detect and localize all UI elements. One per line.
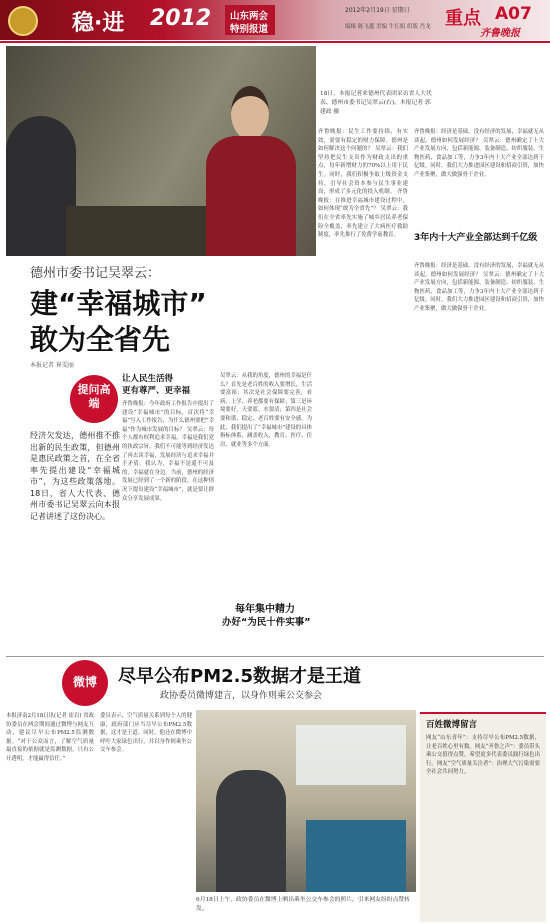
section-label: 重点 (445, 8, 481, 29)
story-divider (6, 656, 544, 657)
lead-headline-line1: 建“幸福城市” (30, 287, 207, 320)
subhead-ten-things-1: 每年集中精力 (235, 604, 295, 615)
lead-intro: 经济欠发达，德州推不推出新的民生政策，但德州是惠民政策之首，在全省率先提出建设“幸福城市”，为这些政策落地。18日，省人大代表、德州市委书记吴翠云向本报记者讲述了这份决心。 (30, 431, 120, 521)
date-line: 2012年2月19日 星期日 (345, 7, 410, 14)
masthead-rule (0, 41, 550, 43)
lead-photo (6, 46, 316, 256)
bus-photo (196, 710, 416, 892)
second-col-1: 本报济南2月18日讯(记者 崔岩) 省政协委员在两会期间通过微博与网友互动，建议尽早公布PM2.5监测数据。“对于公众而言，了解空气质量最直接的依据就是监测数据，只有公开透明，才能赢得信任。” (6, 713, 94, 762)
subhead-industry: 3年内十大产业全部达到千亿级 (414, 233, 538, 243)
bus-seats (306, 820, 406, 892)
lead-col-4: 齐鲁晚报：经济是基础，没有经济的发展，幸福就无从谈起。德州如何发展经济？ 吴翠云：德州确定了十大产业发展方向，包括新能源、装备制造、纺织服装、生物医药、食品加工等，力争3年内十大产业全部达到千亿级。同时，我们大力推进园区建设和招商引资，加快产业集聚，做大做强骨干企业。 (414, 129, 544, 178)
weibo-sidebar (420, 712, 546, 922)
photo-speaker-head (231, 86, 269, 140)
second-col-2: 委员表示，空气质量关系到每个人的健康，政府部门应当尽早公布PM2.5数据，这才是王道。同时，他还在微博中呼吁大家绿色出行，并以身作则乘坐公交车参会。 (100, 713, 192, 754)
lead-photo-caption: 18日，本报记者来德州代表团采访省人大代表、德州市委书记吴翠云(右)。本报记者 郭建政 摄 (320, 91, 432, 115)
lead-col-2: 吴翠云：从我的角度，德州的幸福是什么？首先是老百姓的收入要增长，生活要富裕；其次是社会保障要完善，看病、上学、养老都要有保障；第三是环境要好，天要蓝、水要清；第四是社会要和谐、稳定，老百姓要有安全感。为此，我们提出了“幸福城市”建设的具体指标体系，涵盖收入、教育、医疗、住房、就业等多个方面。 (220, 373, 312, 448)
editor-line: 编辑 陈飞越 美编 牛长娟 组版 肖龙 (345, 24, 431, 30)
photo-speaker (196, 86, 306, 256)
paper-name: 齐鲁晚报 (480, 28, 520, 39)
interview-stamp-text: 提问高端 (77, 383, 111, 410)
subhead-ten-things-2: 办好“为民十件实事” (222, 617, 311, 628)
second-subheadline: 政协委员微博建言，以身作则乘公交参会 (160, 691, 323, 701)
bus-photo-caption: 6月18日上午，政协委员在微博上晒出乘坐公交车参会的照片，引来网友纷纷点赞转发。 (196, 897, 410, 912)
lead-col-3: 齐鲁晚报：民生工作要持续、有实效，需要有稳定的财力保障。德州是如何解决这个问题的？ 吴翠云：我们坚持把民生支出作为财政支出的重点，每年新增财力的70%以上用于民生。同时，我们积极争取上级资金支持，引导社会资本参与民生事业建设，形成了多元化的投入机制。 齐鲁晚报：在推进幸福城市建设过程中，如何体现“敢为全省先”？ 吴翠云：我们在全省率先实施了城乡居民养老保险全覆盖，率先建立了大病医疗救助制度，率先推行了免费学前教育。 (318, 129, 408, 239)
column-year: 2012 (150, 6, 212, 31)
lead-byline: 本报记者 崔雯丽 (30, 362, 74, 369)
party-emblem-icon (8, 6, 38, 36)
photo-speaker-body (206, 136, 296, 256)
sidebar-heading-1: 让人民生活得 (122, 374, 174, 384)
second-headline: 尽早公布PM2.5数据才是王道 (118, 666, 361, 687)
column-title: 稳·进 (72, 11, 125, 36)
weibo-sidebar-title: 百姓微博留言 (426, 720, 478, 730)
bus-passenger (216, 770, 286, 892)
column-subtitle-1: 山东两会 (230, 11, 269, 22)
sidebar-heading-2: 更有尊严、更幸福 (122, 386, 191, 396)
lead-kicker: 德州市委书记吴翠云： (30, 266, 161, 281)
weibo-logo-text: 微博 (72, 675, 97, 689)
page-number: A07 (495, 4, 532, 24)
photo-table (66, 206, 206, 256)
weibo-sidebar-text: 网友“山东青年”：支持尽早公布PM2.5数据，让老百姓心里有数。网友“齐鲁之声”：委员带头乘公交值得点赞，希望更多代表委员践行绿色出行。网友“空气质量关注者”：治理大气污染需要全社会共同努力。 (426, 735, 540, 776)
lead-col-1: 齐鲁晚报：今年政府工作报告中提出了建设“幸福城市”的目标，首次将“幸福”写入工作报告，为什么德州要把“幸福”作为城市发展的目标？ 吴翠云：每个人都有权利追求幸福，幸福是我们党的执政宗旨。我们不可能等到经济发达了再去谈幸福，发展经济与追求幸福并不矛盾。我认为，幸福不是遥不可及的，幸福就在身边。当前，德州的经济发展已经到了一个新的阶段，在这种情况下提出建设“幸福城市”，就是要让群众分享发展成果。 (122, 401, 214, 502)
lead-col-4b: 齐鲁晚报：经济是基础，没有经济的发展，幸福就无从谈起。德州如何发展经济？ 吴翠云：德州确定了十大产业发展方向，包括新能源、装备制造、纺织服装、生物医药、食品加工等，力争3年内十大产业全部达到千亿级。同时，我们大力推进园区建设和招商引资，加快产业集聚，做大做强骨干企业。 (414, 263, 544, 312)
lead-headline-line2: 敢为全省先 (30, 323, 171, 356)
column-subtitle-2: 特别报道 (230, 24, 269, 35)
bus-window (296, 725, 406, 785)
